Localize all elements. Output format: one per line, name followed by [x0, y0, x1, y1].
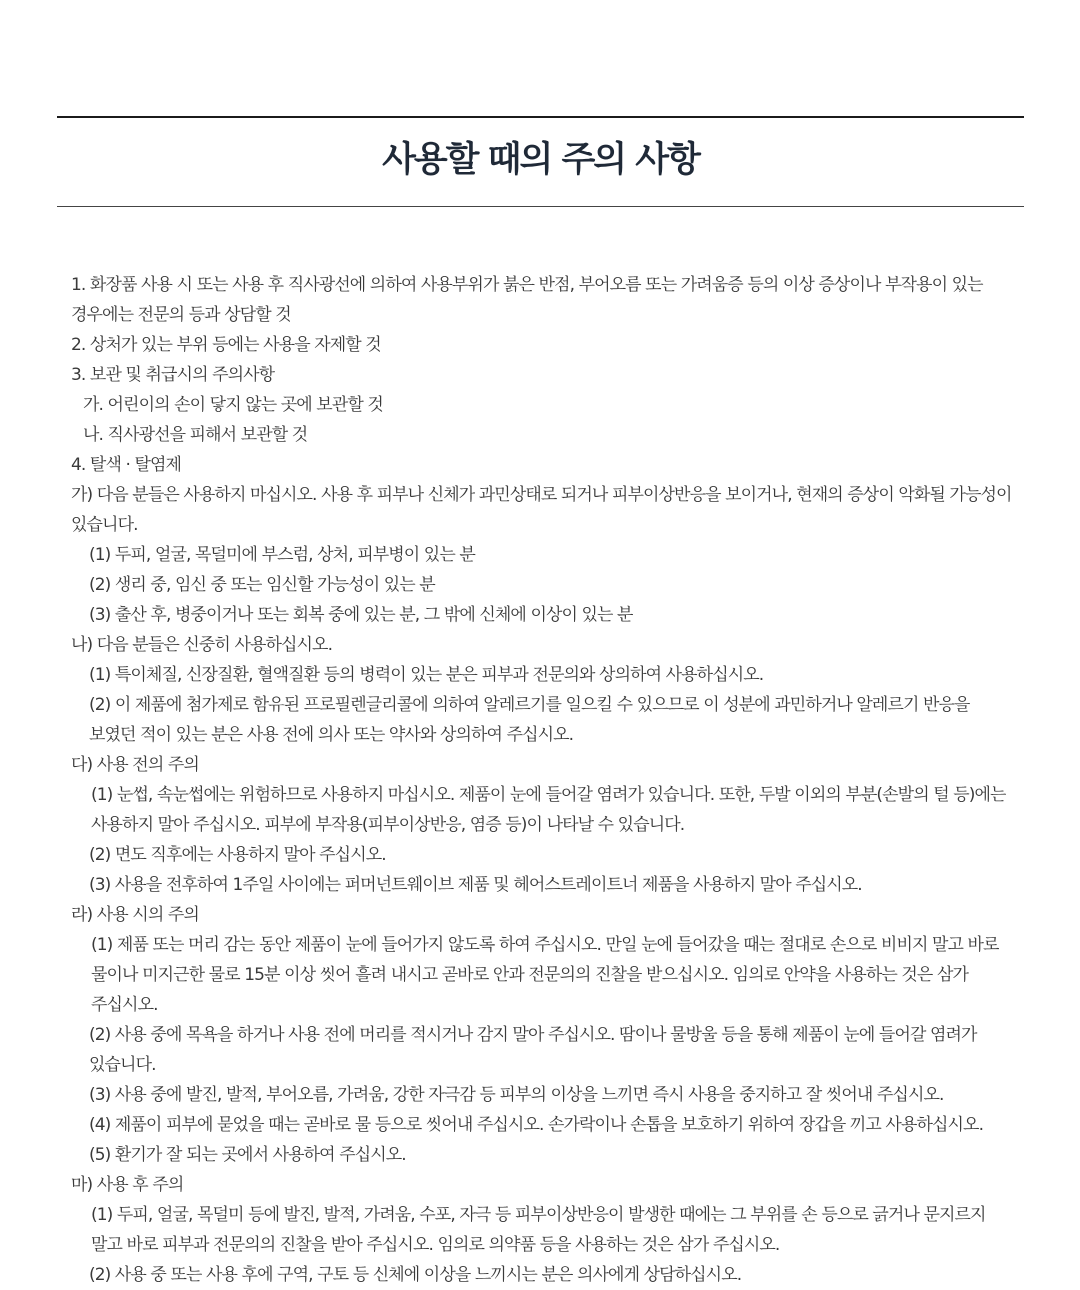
precaution-line: 3. 보관 및 취급시의 주의사항: [71, 365, 275, 385]
title-banner: [57, 116, 1024, 207]
precaution-line: 나. 직사광선을 피해서 보관할 것: [83, 425, 308, 445]
precaution-line: 라) 사용 시의 주의: [71, 905, 199, 925]
precaution-line: 2. 상처가 있는 부위 등에는 사용을 자제할 것: [71, 335, 381, 355]
precaution-line: (1) 특이체질, 신장질환, 혈액질환 등의 병력이 있는 분은 피부과 전문의와 상의하여 사용하십시오.: [89, 665, 764, 685]
precaution-line: 나) 다음 분들은 신중히 사용하십시오.: [71, 635, 333, 655]
precautions-body: [71, 270, 1016, 1290]
precaution-line: (1) 두피, 얼굴, 목덜미 등에 발진, 발적, 가려움, 수포, 자극 등 피부이상반응이 발생한 때에는 그 부위를 손 등으로 긁거나 문지르지 말고 바로 피부과 전문의의 진찰을 받아 주십시오. 임의로 의약품 등을 사용하는 것은 삼가 주십시오.: [91, 1205, 986, 1255]
precaution-line: (4) 제품이 피부에 묻었을 때는 곧바로 물 등으로 씻어내 주십시오. 손가락이나 손톱을 보호하기 위하여 장갑을 끼고 사용하십시오.: [89, 1115, 984, 1135]
precaution-line: (1) 눈썹, 속눈썹에는 위험하므로 사용하지 마십시오. 제품이 눈에 들어갈 염려가 있습니다. 또한, 두발 이외의 부분(손발의 털 등)에는 사용하지 말아 주십시오. 피부에 부작용(피부이상반응, 염증 등)이 나타날 수 있습니다.: [91, 785, 1006, 835]
precaution-line: 1. 화장품 사용 시 또는 사용 후 직사광선에 의하여 사용부위가 붉은 반점, 부어오름 또는 가려움증 등의 이상 증상이나 부작용이 있는 경우에는 전문의 등과 상담할 것: [71, 275, 983, 325]
precaution-line: (3) 출산 후, 병중이거나 또는 회복 중에 있는 분, 그 밖에 신체에 이상이 있는 분: [89, 605, 633, 625]
precaution-line: (2) 생리 중, 임신 중 또는 임신할 가능성이 있는 분: [89, 575, 435, 595]
precaution-line: 가. 어린이의 손이 닿지 않는 곳에 보관할 것: [83, 395, 383, 415]
precaution-line: (2) 면도 직후에는 사용하지 말아 주십시오.: [89, 845, 386, 865]
precaution-line: 4. 탈색 · 탈염제: [71, 455, 182, 475]
precaution-line: (3) 사용을 전후하여 1주일 사이에는 퍼머넌트웨이브 제품 및 헤어스트레이트너 제품을 사용하지 말아 주십시오.: [89, 875, 862, 895]
page-title: 사용할 때의 주의 사항: [382, 139, 699, 180]
precaution-line: (5) 환기가 잘 되는 곳에서 사용하여 주십시오.: [89, 1145, 406, 1165]
precaution-line: (2) 사용 중 또는 사용 후에 구역, 구토 등 신체에 이상을 느끼시는 분은 의사에게 상담하십시오.: [89, 1265, 742, 1285]
precaution-line: (2) 이 제품에 첨가제로 함유된 프로필렌글리콜에 의하여 알레르기를 일으킬 수 있으므로 이 성분에 과민하거나 알레르기 반응을 보였던 적이 있는 분은 사용 전에 의사 또는 약사와 상의하여 주십시오.: [89, 695, 970, 745]
precaution-line: (2) 사용 중에 목욕을 하거나 사용 전에 머리를 적시거나 감지 말아 주십시오. 땀이나 물방울 등을 통해 제품이 눈에 들어갈 염려가 있습니다.: [89, 1025, 977, 1075]
precaution-line: 마) 사용 후 주의: [71, 1175, 184, 1195]
precaution-line: 가) 다음 분들은 사용하지 마십시오. 사용 후 피부나 신체가 과민상태로 되거나 피부이상반응을 보이거나, 현재의 증상이 악화될 가능성이 있습니다.: [71, 485, 1012, 535]
precaution-line: 다) 사용 전의 주의: [71, 755, 199, 775]
precaution-line: (3) 사용 중에 발진, 발적, 부어오름, 가려움, 강한 자극감 등 피부의 이상을 느끼면 즉시 사용을 중지하고 잘 씻어내 주십시오.: [89, 1085, 944, 1105]
precaution-line: (1) 두피, 얼굴, 목덜미에 부스럼, 상처, 피부병이 있는 분: [89, 545, 475, 565]
precaution-line: (1) 제품 또는 머리 감는 동안 제품이 눈에 들어가지 않도록 하여 주십시오. 만일 눈에 들어갔을 때는 절대로 손으로 비비지 말고 바로 물이나 미지근한 물로 15분 이상 씻어 흘려 내시고 곧바로 안과 전문의의 진찰을 받으십시오. 임의로 안약을 사용하는 것은 삼가 주십시오.: [91, 935, 999, 1015]
